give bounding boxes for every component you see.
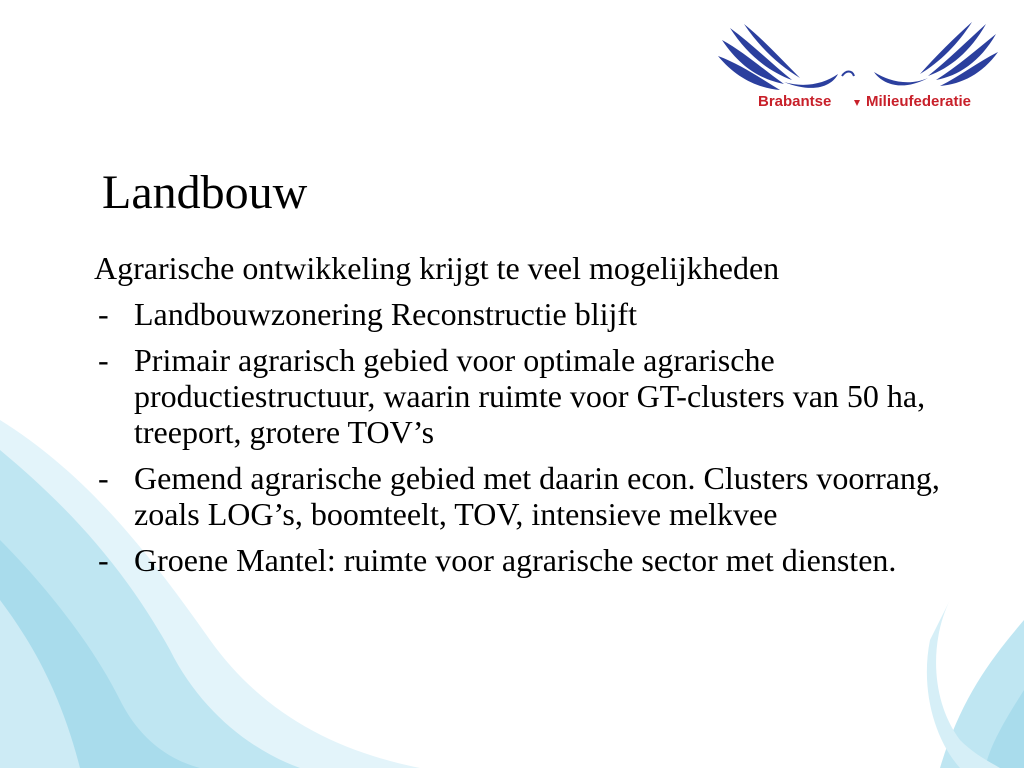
bullet-dash: - xyxy=(98,342,109,378)
bullet-item xyxy=(94,460,954,532)
bullet-list xyxy=(94,296,954,578)
bullet-dash: - xyxy=(98,460,109,496)
logo-text-brabantse: Brabantse xyxy=(758,93,832,110)
logo-wings-icon xyxy=(714,22,1000,112)
brabantse-milieufederatie-logo xyxy=(714,22,1000,112)
slide-body xyxy=(94,250,954,588)
bullet-item xyxy=(94,342,954,450)
bullet-text: Groene Mantel: ruimte voor agrarische sector met diensten. xyxy=(134,542,897,578)
bullet-item xyxy=(94,296,954,332)
logo-text-milieufederatie: Milieufederatie xyxy=(866,93,972,110)
bullet-dash: - xyxy=(98,296,109,332)
bullet-item xyxy=(94,542,954,578)
bullet-text: Gemend agrarische gebied met daarin econ. Clusters voorrang, zoals LOG’s, boomteelt, TOV, intensieve melkvee xyxy=(134,460,940,532)
bullet-text: Landbouwzonering Reconstructie blijft xyxy=(134,296,637,332)
intro-paragraph: Agrarische ontwikkeling krijgt te veel mogelijkheden xyxy=(94,250,780,286)
bullet-text: Primair agrarisch gebied voor optimale agrarische productiestructuur, waarin ruimte voor GT-clusters van 50 ha, treeport, grotere TOV’s xyxy=(134,342,926,450)
bullet-dash: - xyxy=(98,542,109,578)
slide-title: Landbouw xyxy=(102,166,308,219)
